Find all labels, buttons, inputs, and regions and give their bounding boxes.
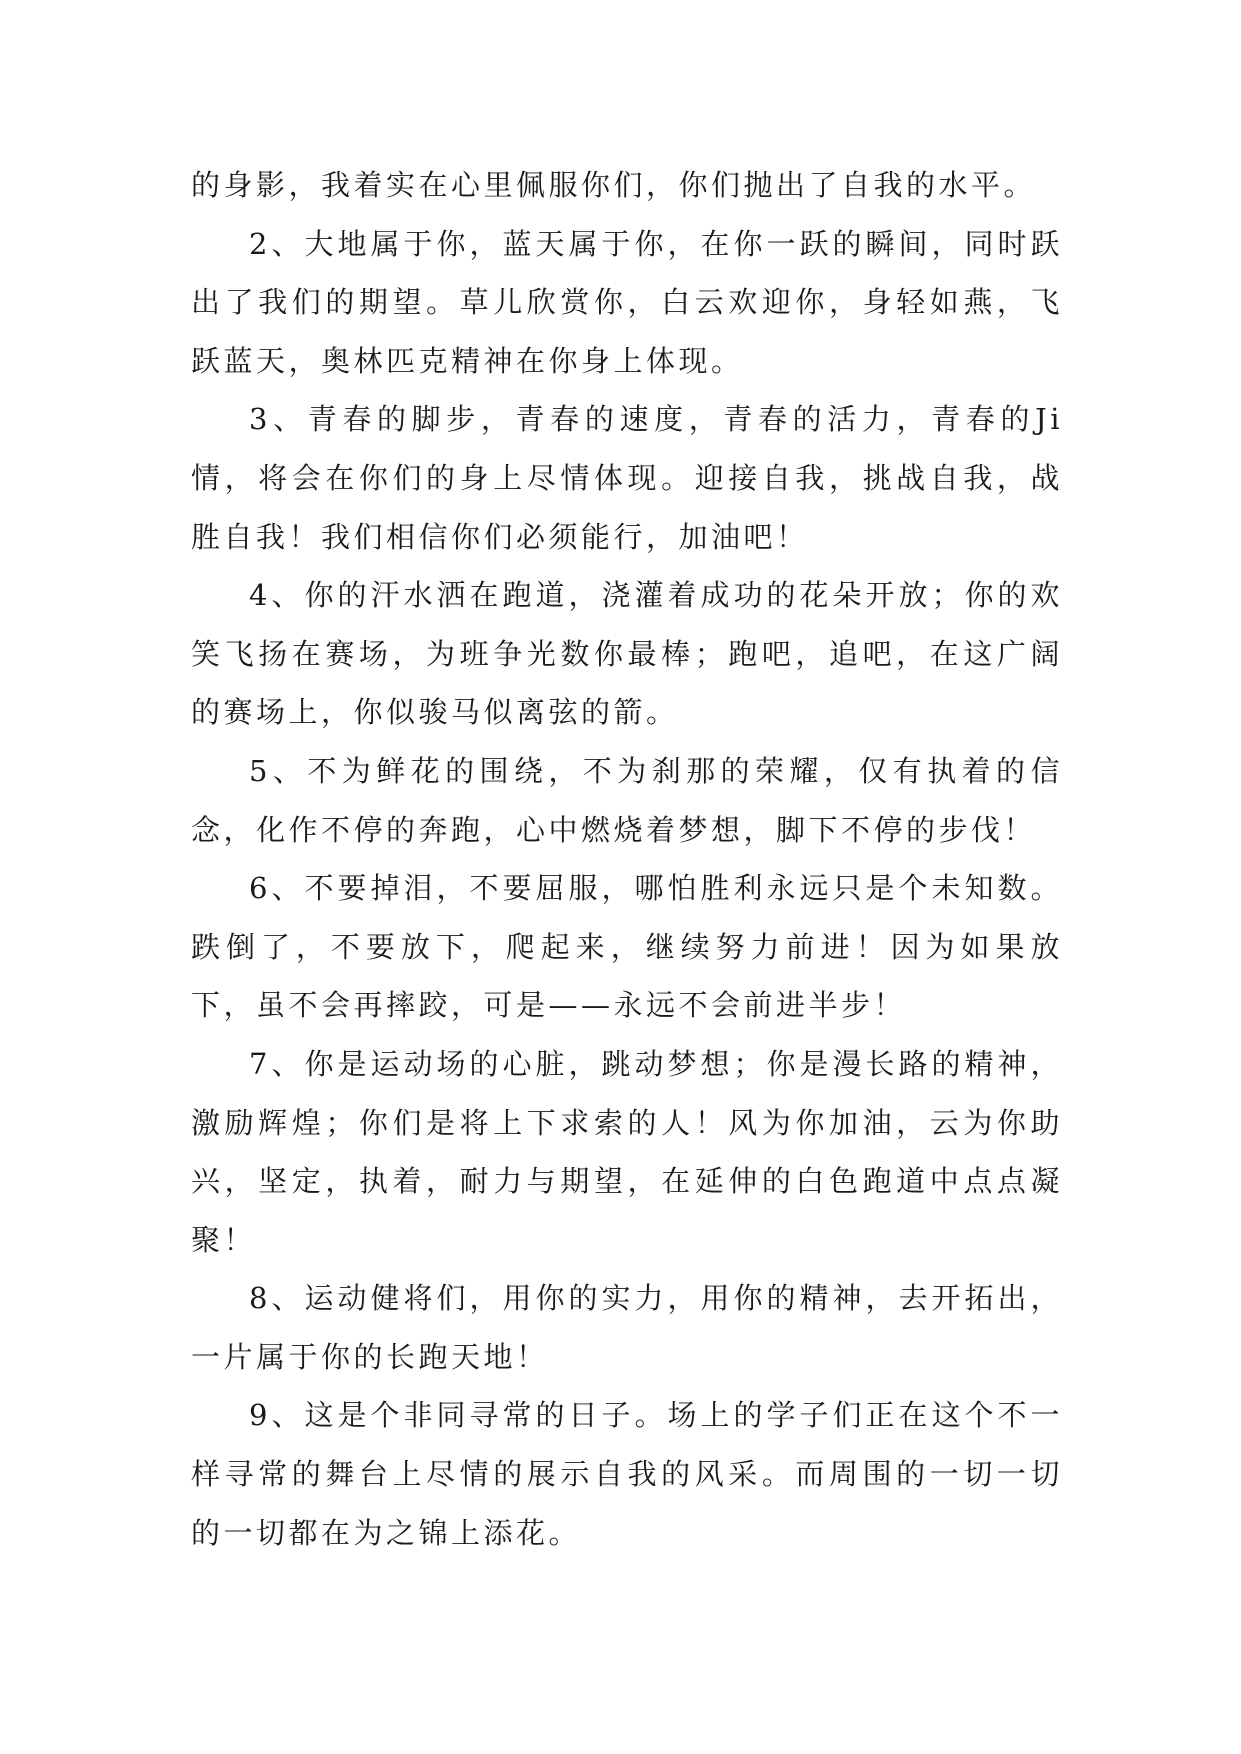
paragraph-6: 6、不要掉泪，不要屈服，哪怕胜利永远只是个未知数。跌倒了，不要放下，爬起来，继续努力前进！因为如果放下，虽不会再摔跤，可是——永远不会前进半步！ <box>191 871 1063 1023</box>
paragraph-4: 4、你的汗水洒在跑道，浇灌着成功的花朵开放；你的欢笑飞扬在赛场，为班争光数你最棒；跑吧，追吧，在这广阔的赛场上，你似骏马似离弦的箭。 <box>191 578 1063 730</box>
paragraph-2: 2、大地属于你，蓝天属于你，在你一跃的瞬间，同时跃出了我们的期望。草儿欣赏你，白云欢迎你，身轻如燕，飞跃蓝天，奥林匹克精神在你身上体现。 <box>191 226 1063 378</box>
paragraph-5: 5、不为鲜花的围绕，不为刹那的荣耀，仅有执着的信念，化作不停的奔跑，心中燃烧着梦想，脚下不停的步伐！ <box>191 753 1063 847</box>
paragraph-continuation: 的身影，我着实在心里佩服你们，你们抛出了自我的水平。 <box>191 168 1037 202</box>
paragraph-9: 9、这是个非同寻常的日子。场上的学子们正在这个不一样寻常的舞台上尽情的展示自我的风采。而周围的一切一切的一切都在为之锦上添花。 <box>191 1398 1063 1550</box>
document-body <box>191 156 1063 1562</box>
paragraph-3: 3、青春的脚步，青春的速度，青春的活力，青春的Ji情，将会在你们的身上尽情体现。迎接自我，挑战自我，战胜自我！我们相信你们必须能行，加油吧！ <box>191 402 1063 554</box>
paragraph-8: 8、运动健将们，用你的实力，用你的精神，去开拓出，一片属于你的长跑天地！ <box>191 1281 1063 1374</box>
paragraph-7: 7、你是运动场的心脏，跳动梦想；你是漫长路的精神，激励辉煌；你们是将上下求索的人！风为你加油，云为你助兴，坚定，执着，耐力与期望，在延伸的白色跑道中点点凝聚！ <box>191 1046 1063 1257</box>
